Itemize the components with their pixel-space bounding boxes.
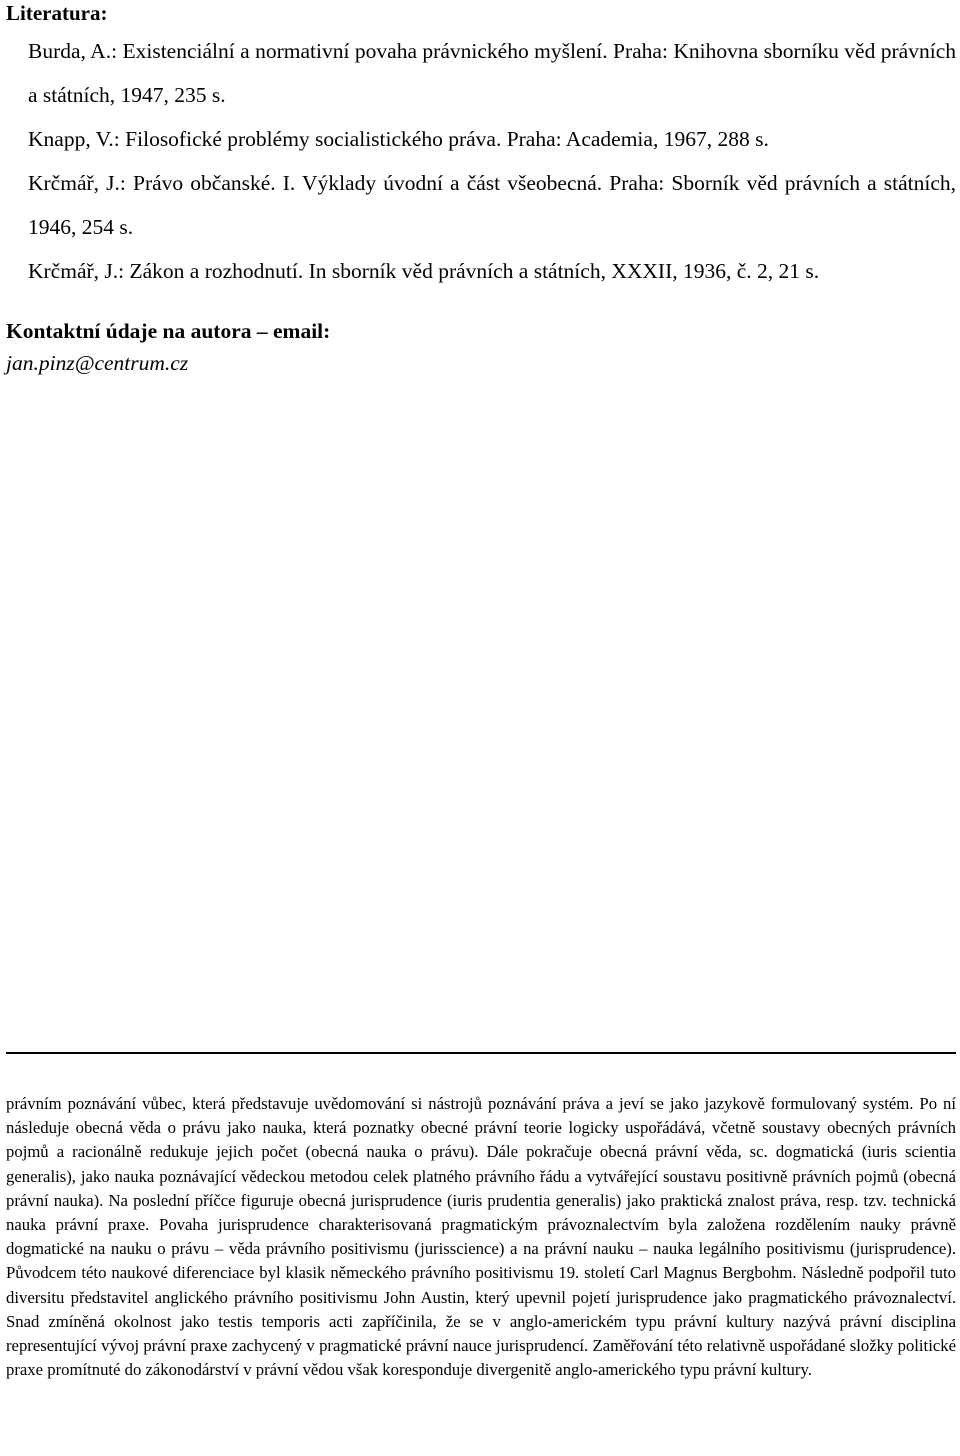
footnote-separator — [6, 1052, 956, 1054]
footnote-text: právním poznávání vůbec, která představuje uvědomování si nástrojů poznávání práva a jeví se jako jazykově formulovaný systém. Po ní následuje obecná věda o právu jako nauka, která poznatky obecné právní teorie logicky uspořádává, včetně soustavy obecných právních pojmů a racionálně redukuje jejich počet (obecná nauka o právu). Dále pokračuje obecná právní věda, sc. dogmatická (iuris scientia generalis), jako nauka poznávající vědeckou metodou celek platného právního řádu a vytvářející soustavu positivně právních pojmů (obecná právní nauka). Na poslední příčce figuruje obecná jurisprudence (iuris prudentia generalis) jako praktická znalost práva, resp. tzv. technická nauka právní praxe. Povaha jurisprudence charakterisovaná pragmatickým právoznalectvím byla založena rozdělením nauky právně dogmatické na nauku o právu – věda právního positivismu (jurisscience) a na právní nauku – nauka legálního positivismu (jurisprudence). Původcem této naukové diferenciace byl klasik německého právního positivismu 19. století Carl Magnus Bergbohm. Následně podpořil tuto diversitu představitel anglického právního positivismu John Austin, který upevnil pojetí jurisprudence jako pragmatického právoznalectví. Snad zmíněná okolnost jako testis temporis acti zapříčinila, že se v anglo-americkém typu právní kultury nazývá právní disciplina representující vývoj právní praxe zachycený v pragmatické právní nauce jurisprudencí. Zaměřování této relativně uspořádané složky politické praxe promítnuté do zákonodárství v právní vědou však koresponduje divergenitě anglo-amerického typu právní kultury. — [6, 1094, 956, 1380]
literature-item-text: Burda, A.: Existenciální a normativní povaha právnického myšlení. Praha: Knihovna sborníku věd právních a státních, 1947, 235 s. — [28, 39, 956, 107]
literature-item — [6, 249, 956, 293]
contact-heading: Kontaktní údaje na autora – email: — [6, 319, 331, 343]
literature-item — [6, 29, 956, 117]
literature-heading: Literatura: — [6, 1, 108, 25]
list-dash — [6, 249, 28, 293]
literature-list — [6, 29, 956, 293]
literature-item — [6, 117, 956, 161]
list-dash — [6, 117, 28, 161]
literature-item-text: Krčmář, J.: Právo občanské. I. Výklady úvodní a část všeobecná. Praha: Sborník věd právních a státních, 1946, 254 s. — [28, 171, 956, 239]
author-email: jan.pinz@centrum.cz — [6, 351, 189, 375]
literature-item — [6, 161, 956, 249]
list-dash — [6, 161, 28, 205]
literature-item-text: Krčmář, J.: Zákon a rozhodnutí. In sborník věd právních a státních, XXXII, 1936, č. 2, 21 s. — [28, 259, 820, 283]
literature-item-text: Knapp, V.: Filosofické problémy socialistického práva. Praha: Academia, 1967, 288 s. — [28, 127, 769, 151]
list-dash — [6, 29, 28, 73]
